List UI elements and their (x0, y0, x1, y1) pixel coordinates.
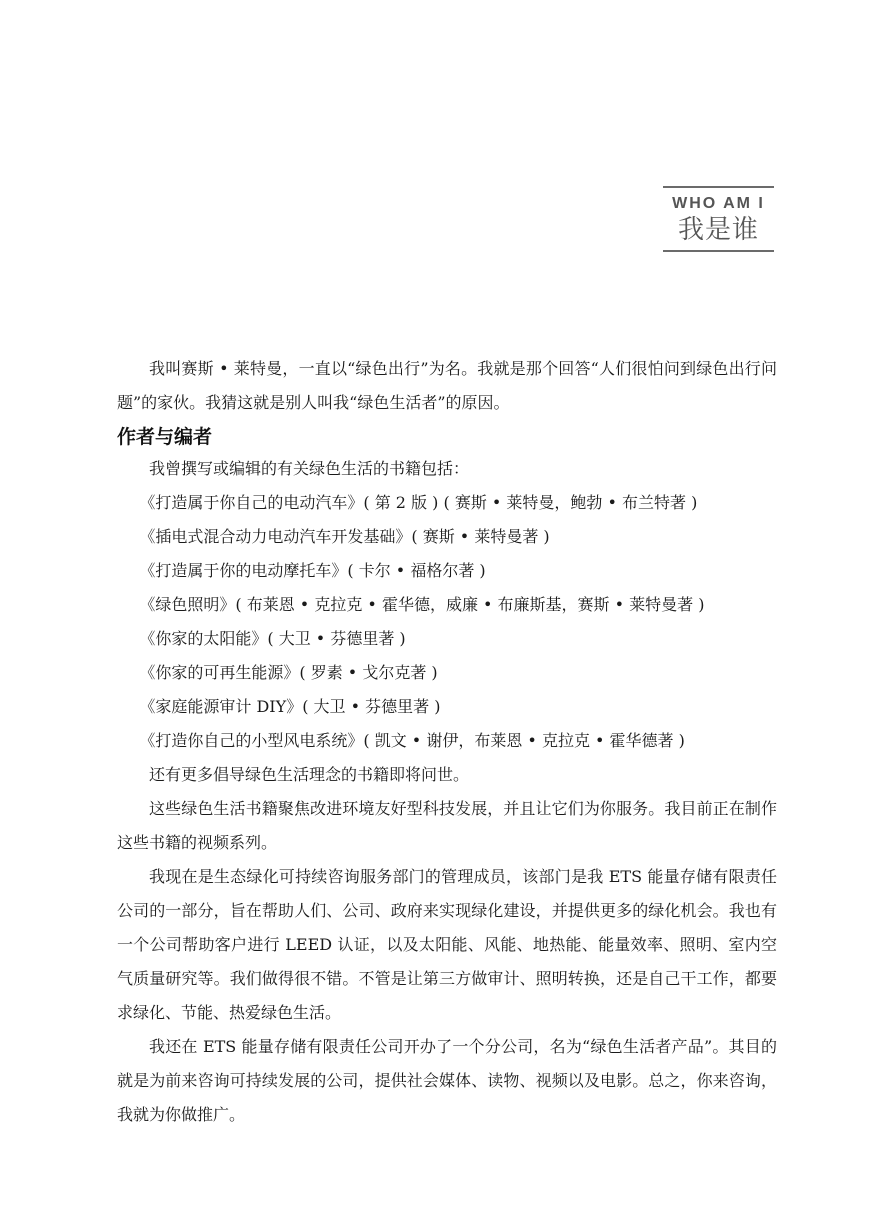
book-item: 《你家的可再生能源》( 罗素 • 戈尔克著 ) (139, 663, 438, 682)
book-item: 《家庭能源审计 DIY》( 大卫 • 芬德里著 ) (139, 697, 441, 716)
book-list (117, 486, 777, 758)
page-body (117, 352, 777, 1132)
body-paragraph-videos: 这些绿色生活书籍聚焦改进环境友好型科技发展，并且让它们为你服务。我目前正在制作这些书籍的视频系列。 (117, 799, 777, 852)
books-lead: 我曾撰写或编辑的有关绿色生活的书籍包括： (149, 459, 470, 478)
book-item: 《你家的太阳能》( 大卫 • 芬德里著 ) (139, 629, 406, 648)
section-heading-authors: 作者与编者 (117, 426, 213, 448)
body-paragraph-products: 我还在 ETS 能量存储有限责任公司开办了一个分公司，名为“绿色生活者产品”。其目的就是为前来咨询可持续发展的公司，提供社会媒体、读物、视频以及电影。总之，你来咨询，我就为你做推广。 (117, 1037, 777, 1124)
book-item: 《绿色照明》( 布莱恩 • 克拉克 • 霍华德，威廉 • 布廉斯基，赛斯 • 莱特曼著 ) (139, 595, 705, 614)
book-item: 《打造属于你自己的电动汽车》( 第 2 版 ) ( 赛斯 • 莱特曼，鲍勃 • 布兰特著 ) (139, 493, 698, 512)
book-item: 《打造你自己的小型风电系统》( 凯文 • 谢伊，布莱恩 • 克拉克 • 霍华德著 ) (139, 731, 685, 750)
body-paragraph-consulting: 我现在是生态绿化可持续咨询服务部门的管理成员，该部门是我 ETS 能量存储有限责任公司的一部分，旨在帮助人们、公司、政府来实现绿化建设，并提供更多的绿化机会。我也有一个公司帮助客户进行 LEED 认证，以及太阳能、风能、地热能、能量效率、照明、室内空气质量研究等。我们做得很不错。不管是让第三方做审计、照明转换，还是自己干工作，都要求绿化、节能、热爱绿色生活。 (117, 867, 777, 1022)
book-item: 《插电式混合动力电动汽车开发基础》( 赛斯 • 莱特曼著 ) (139, 527, 550, 546)
chapter-title-english: WHO AM I (672, 195, 765, 212)
more-books-note: 还有更多倡导绿色生活理念的书籍即将问世。 (149, 765, 470, 784)
chapter-header (663, 186, 774, 252)
book-item: 《打造属于你的电动摩托车》( 卡尔 • 福格尔著 ) (139, 561, 486, 580)
chapter-title-chinese: 我是谁 (677, 215, 759, 245)
intro-paragraph: 我叫赛斯 • 莱特曼，一直以“绿色出行”为名。我就是那个回答“人们很怕问到绿色出行问题”的家伙。我猜这就是别人叫我“绿色生活者”的原因。 (117, 359, 777, 412)
